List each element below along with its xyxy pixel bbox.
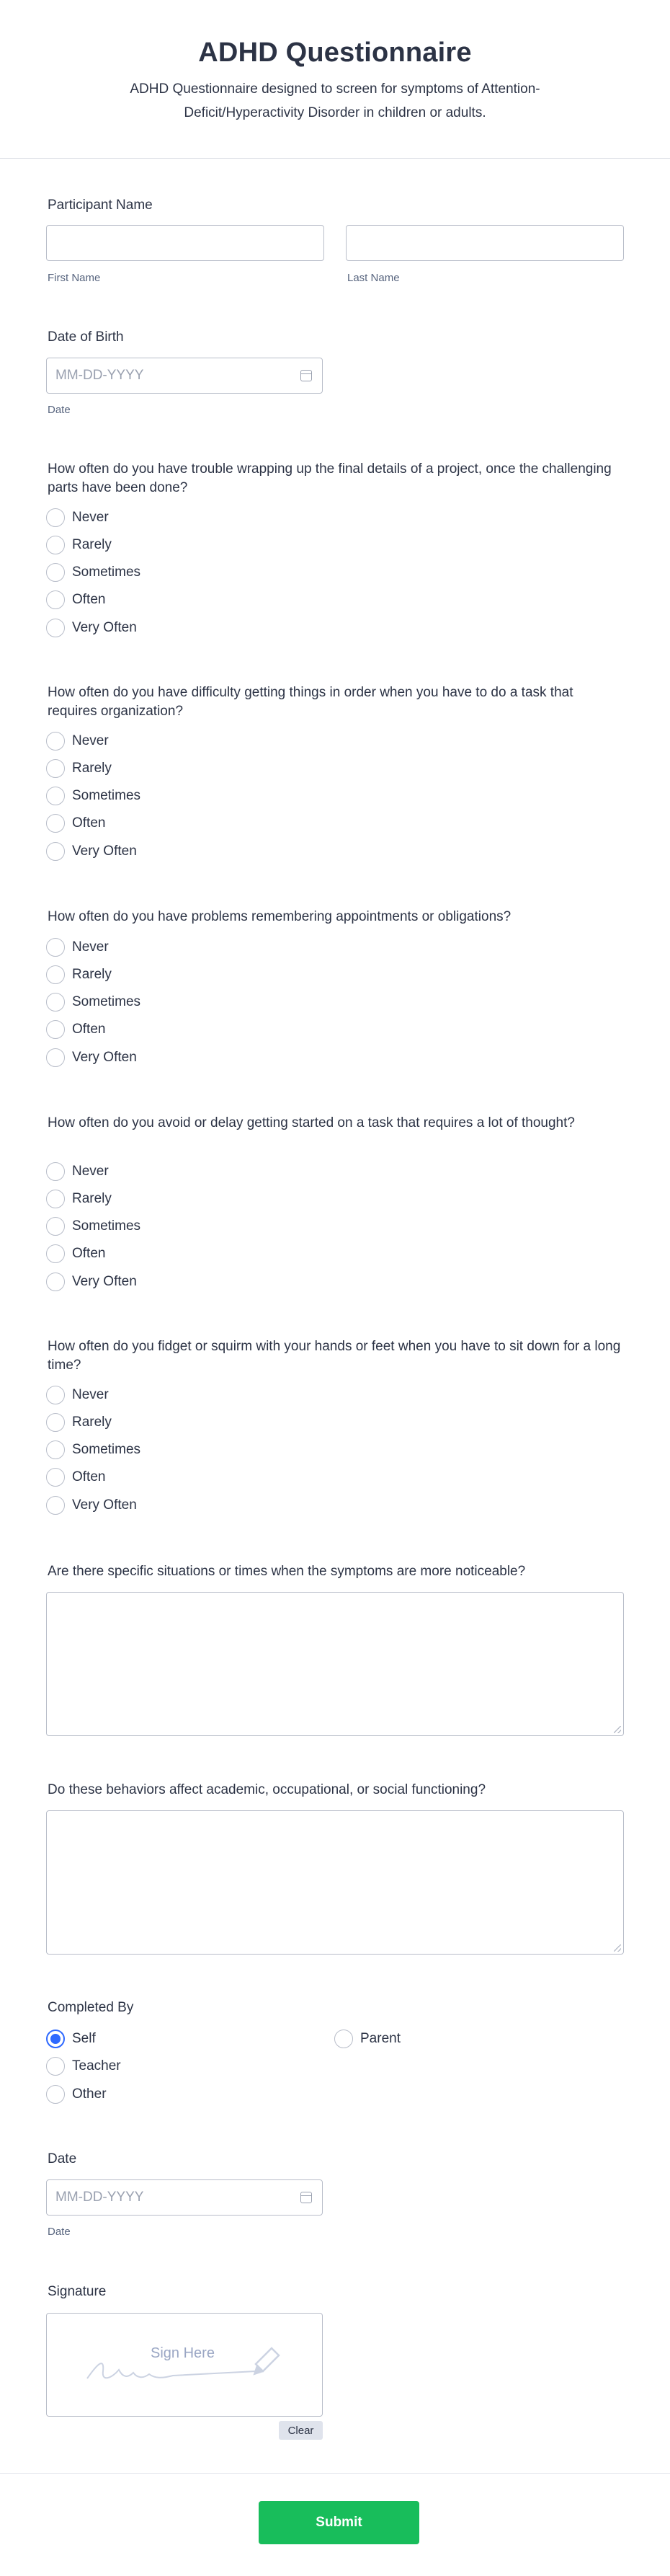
q4-option-often[interactable]: Often [46,1244,105,1264]
q1-option-rarely[interactable]: Rarely [46,535,112,555]
q3-option-never[interactable]: Never [46,937,109,957]
first-name-input[interactable] [46,225,324,261]
q1-option-sometimes[interactable]: Sometimes [46,562,140,583]
radio-button[interactable] [46,787,65,805]
signature-pad[interactable] [46,2313,323,2417]
q5-option-rarely[interactable]: Rarely [46,1412,112,1433]
resize-handle[interactable] [614,1944,621,1952]
completed-by-self[interactable]: Self [46,2029,96,2049]
radio-button[interactable] [46,1020,65,1039]
q3-option-sometimes[interactable]: Sometimes [46,992,140,1012]
dob-input[interactable] [46,358,323,394]
situations-textarea[interactable] [46,1592,624,1736]
situations-label: Are there specific situations or times when the symptoms are more noticeable? [48,1564,526,1579]
q5-option-sometimes[interactable]: Sometimes [46,1440,140,1460]
q2-option-rarely[interactable]: Rarely [46,758,112,779]
q2-option-very-often[interactable]: Very Often [46,841,137,862]
radio-button[interactable] [46,1162,65,1181]
resize-handle[interactable] [614,1726,621,1733]
radio-button[interactable] [46,993,65,1012]
radio-button[interactable] [46,2085,65,2104]
radio-button[interactable] [46,508,65,527]
radio-button[interactable] [46,1048,65,1067]
radio-button[interactable] [46,938,65,957]
calendar-icon[interactable] [300,2192,312,2203]
radio-button[interactable] [46,1190,65,1208]
q4-option-never[interactable]: Never [46,1161,109,1182]
radio-button[interactable] [46,1440,65,1459]
form-title: ADHD Questionnaire [198,37,472,68]
question-3-label: How often do you have problems remembering appointments or obligations? [48,909,512,924]
completed-by-other[interactable]: Other [46,2084,107,2104]
date-input[interactable] [46,2179,323,2216]
q4-option-sometimes[interactable]: Sometimes [46,1216,140,1236]
radio-button[interactable] [46,619,65,637]
q1-option-very-often[interactable]: Very Often [46,618,137,638]
submit-button[interactable]: Submit [259,2501,419,2544]
radio-button[interactable] [46,2057,65,2076]
q2-option-sometimes[interactable]: Sometimes [46,786,140,806]
dob-placeholder: MM-DD-YYYY [55,368,144,383]
question-2-label: How often do you have difficulty getting things in order when you have to do a task that requires organization? [48,685,573,719]
completed-by-label: Completed By [48,2000,134,2015]
radio-button[interactable] [46,1413,65,1432]
radio-button-checked[interactable] [46,2030,65,2048]
q5-option-often[interactable]: Often [46,1467,105,1487]
q3-option-often[interactable]: Often [46,1019,105,1040]
sign-here-text: Sign Here [151,2345,215,2361]
clear-signature-button[interactable]: Clear [279,2421,323,2440]
radio-button[interactable] [46,1468,65,1487]
q4-option-very-often[interactable]: Very Often [46,1272,137,1292]
q3-option-very-often[interactable]: Very Often [46,1048,137,1068]
date-placeholder: MM-DD-YYYY [55,2190,144,2205]
radio-button[interactable] [46,1272,65,1291]
impact-textarea[interactable] [46,1810,624,1955]
question-4-label: How often do you avoid or delay getting started on a task that requires a lot of thought? [48,1115,575,1130]
dob-sublabel: Date [48,404,71,416]
form-header [0,0,670,159]
q2-option-never[interactable]: Never [46,731,109,751]
date-sublabel: Date [48,2226,71,2238]
q3-option-rarely[interactable]: Rarely [46,965,112,985]
last-name-input[interactable] [346,225,624,261]
radio-button[interactable] [46,563,65,582]
form-footer [0,2473,670,2576]
completed-by-teacher[interactable]: Teacher [46,2056,121,2076]
q5-option-never[interactable]: Never [46,1385,109,1405]
radio-button[interactable] [46,1244,65,1263]
radio-button[interactable] [46,842,65,861]
q2-option-often[interactable]: Often [46,813,105,833]
question-5-label: How often do you fidget or squirm with your hands or feet when you have to sit down for a long time? [48,1339,621,1373]
radio-button[interactable] [334,2030,353,2048]
first-name-sublabel: First Name [48,272,101,284]
date-label: Date [48,2151,77,2166]
signature-label: Signature [48,2284,107,2299]
radio-button[interactable] [46,1386,65,1404]
radio-button[interactable] [46,1217,65,1236]
radio-button[interactable] [46,590,65,609]
q1-option-often[interactable]: Often [46,590,105,610]
q1-option-never[interactable]: Never [46,508,109,528]
last-name-sublabel: Last Name [347,272,400,284]
form-description: ADHD Questionnaire designed to screen for symptoms of Attention-Deficit/Hyperactivity Disorder in children or adults. [130,81,540,120]
question-1-label: How often do you have trouble wrapping up the final details of a project, once the challenging parts have been done? [48,461,612,495]
radio-button[interactable] [46,1496,65,1515]
radio-button[interactable] [46,732,65,751]
calendar-icon[interactable] [300,370,312,381]
radio-button[interactable] [46,536,65,554]
participant-name-label: Participant Name [48,198,153,213]
impact-label: Do these behaviors affect academic, occupational, or social functioning? [48,1782,486,1797]
dob-label: Date of Birth [48,329,124,345]
radio-button[interactable] [46,759,65,778]
radio-button[interactable] [46,814,65,833]
q4-option-rarely[interactable]: Rarely [46,1189,112,1209]
signature-scribble-icon [83,2342,299,2386]
radio-button[interactable] [46,965,65,984]
q5-option-very-often[interactable]: Very Often [46,1495,137,1515]
completed-by-parent[interactable]: Parent [334,2029,401,2049]
